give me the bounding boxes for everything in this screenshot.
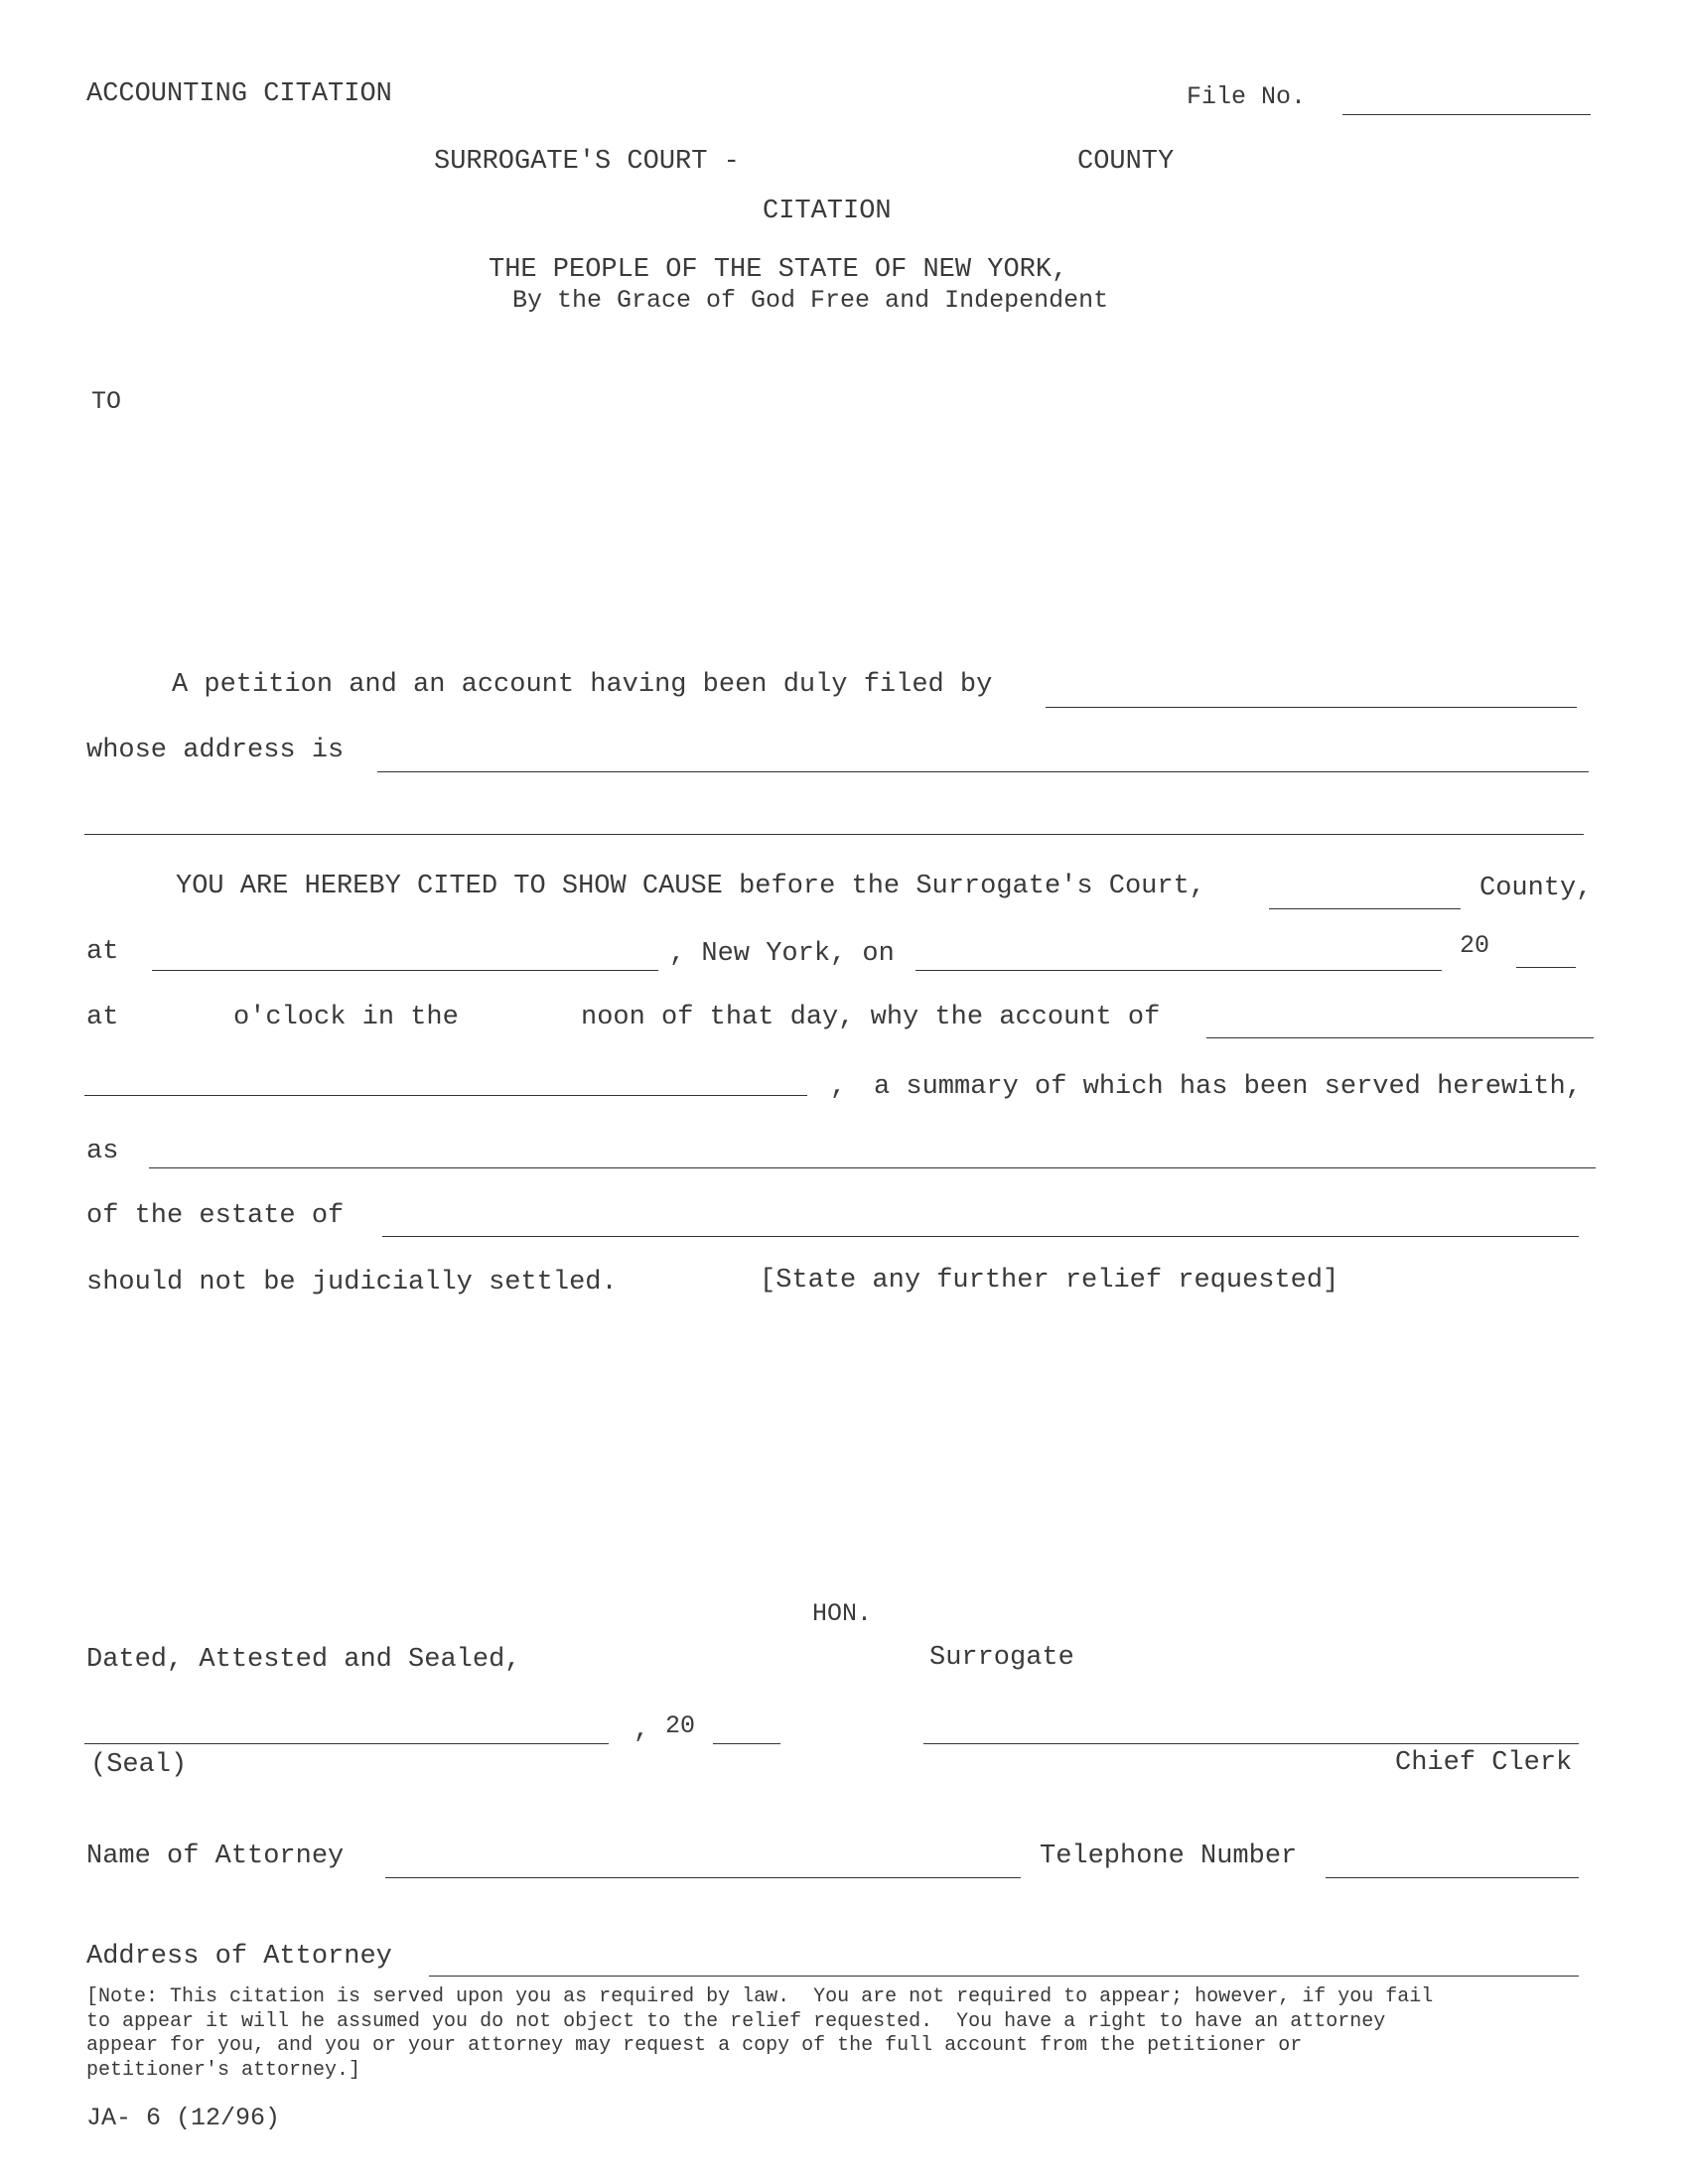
seal-label: (Seal) <box>90 1750 188 1780</box>
account-of-field[interactable] <box>1206 1037 1594 1038</box>
further-relief-text: [State any further relief requested] <box>760 1266 1339 1296</box>
whose-address-label: whose address is <box>86 736 345 765</box>
petitioner-field[interactable] <box>1046 707 1577 708</box>
chief-clerk-label: Chief Clerk <box>1395 1748 1573 1778</box>
telephone-field[interactable] <box>1326 1877 1579 1878</box>
file-no-field[interactable] <box>1342 114 1591 115</box>
account-of-field-2[interactable] <box>84 1095 807 1096</box>
dated-comma: , <box>633 1715 650 1745</box>
summary-comma: , <box>830 1072 847 1102</box>
oclock-text: o'clock in the <box>233 1003 459 1032</box>
note-line: appear for you, and you or your attorney may request a copy of the full account from the petitioner or <box>86 2034 1303 2057</box>
county-label: COUNTY <box>1077 147 1175 177</box>
dated-field[interactable] <box>84 1743 609 1744</box>
as-label: as <box>86 1137 119 1166</box>
dated-year-prefix: 20 <box>665 1711 696 1740</box>
court-name: SURROGATE'S COURT - <box>434 147 740 177</box>
note-line: to appear it will he assumed you do not object to the relief requested. You have a right to have an attorney <box>86 2009 1386 2033</box>
capacity-field[interactable] <box>149 1167 1596 1168</box>
dated-text: Dated, Attested and Sealed, <box>86 1645 521 1675</box>
cited-text: YOU ARE HEREBY CITED TO SHOW CAUSE before the Surrogate's Court, <box>176 872 1205 901</box>
chief-clerk-signature-field[interactable] <box>923 1743 1579 1744</box>
attorney-address-field[interactable] <box>429 1976 1579 1977</box>
dated-year-field[interactable] <box>713 1743 780 1744</box>
citation-heading: CITATION <box>763 197 892 226</box>
note-line: petitioner's attorney.] <box>86 2058 361 2082</box>
location-field[interactable] <box>152 970 658 971</box>
estate-of-label: of the estate of <box>86 1201 345 1231</box>
address-field-2[interactable] <box>84 834 1584 835</box>
grace-subheading: By the Grace of God Free and Independent <box>512 286 1109 315</box>
hon-label: HON. <box>812 1599 873 1628</box>
file-no-label: File No. <box>1187 82 1307 111</box>
year-prefix: 20 <box>1460 931 1490 960</box>
people-heading: THE PEOPLE OF THE STATE OF NEW YORK, <box>489 255 1068 285</box>
form-code: JA- 6 (12/96) <box>86 2104 281 2132</box>
date-field[interactable] <box>915 970 1442 971</box>
summary-text: a summary of which has been served herewith, <box>874 1072 1582 1102</box>
estate-field[interactable] <box>382 1236 1579 1237</box>
attorney-name-field[interactable] <box>385 1877 1021 1878</box>
year-field[interactable] <box>1516 967 1576 968</box>
court-county-field[interactable] <box>1269 908 1461 909</box>
county-comma-text: County, <box>1479 874 1593 903</box>
at-label-1: at <box>86 937 119 967</box>
note-line: [Note: This citation is served upon you as required by law. You are not required to appear; however, if you fail <box>86 1985 1434 2008</box>
note-block <box>86 1985 1433 2083</box>
petition-text: A petition and an account having been duly filed by <box>172 670 993 700</box>
attorney-address-label: Address of Attorney <box>86 1942 392 1972</box>
noon-text: noon of that day, why the account of <box>581 1003 1161 1032</box>
surrogate-label: Surrogate <box>929 1643 1074 1673</box>
address-field-1[interactable] <box>377 771 1589 772</box>
telephone-label: Telephone Number <box>1040 1842 1298 1871</box>
settled-text: should not be judicially settled. <box>86 1268 618 1297</box>
at-label-2: at <box>86 1003 119 1032</box>
form-title: ACCOUNTING CITATION <box>86 79 392 109</box>
to-label: TO <box>91 387 122 416</box>
new-york-on-text: , New York, on <box>669 939 895 969</box>
attorney-name-label: Name of Attorney <box>86 1842 345 1871</box>
